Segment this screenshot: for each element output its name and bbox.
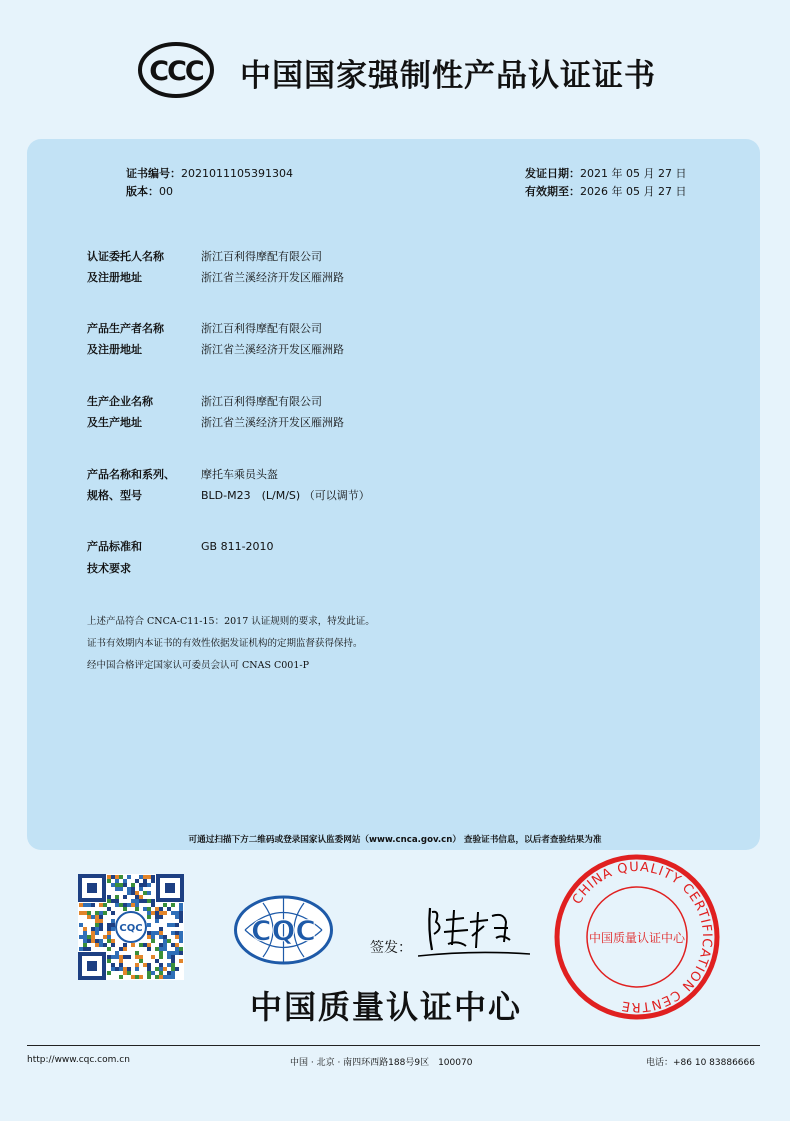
- field-label: 及生产地址: [87, 416, 142, 429]
- qr-module: [175, 923, 179, 927]
- qr-module: [135, 955, 139, 959]
- qr-module: [131, 891, 135, 895]
- qr-module: [159, 907, 163, 911]
- qr-module: [99, 923, 103, 927]
- qr-module: [167, 971, 171, 975]
- qr-module: [147, 923, 151, 927]
- field-label: 产品标准和: [87, 540, 142, 553]
- qr-module: [111, 927, 115, 931]
- qr-module: [107, 939, 111, 943]
- qr-module: [151, 911, 155, 915]
- qr-module: [135, 967, 139, 971]
- qr-module: [127, 955, 131, 959]
- official-seal-icon: [552, 852, 722, 1022]
- qr-module: [155, 907, 159, 911]
- qr-module: [175, 967, 179, 971]
- qr-module: [139, 975, 143, 979]
- qr-module: [119, 975, 123, 979]
- qr-module: [107, 899, 111, 903]
- qr-module: [111, 963, 115, 967]
- qr-module: [119, 887, 123, 891]
- cert-number-row: [126, 165, 293, 181]
- qr-module: [159, 967, 163, 971]
- qr-module: [139, 887, 143, 891]
- qr-module: [159, 911, 163, 915]
- qr-module: [175, 931, 179, 935]
- qr-module: [143, 907, 147, 911]
- field-value: GB 811-2010: [201, 540, 274, 553]
- qr-module: [171, 955, 175, 959]
- qr-module: [179, 931, 183, 935]
- qr-module: [99, 903, 103, 907]
- qr-module: [147, 975, 151, 979]
- qr-module: [83, 939, 87, 943]
- qr-module: [175, 943, 179, 947]
- qr-module: [83, 927, 87, 931]
- qr-module: [111, 883, 115, 887]
- qr-module: [83, 943, 87, 947]
- qr-module: [147, 971, 151, 975]
- qr-module: [147, 943, 151, 947]
- qr-module: [107, 959, 111, 963]
- qr-module: [111, 911, 115, 915]
- signed-by-label: 签发：: [370, 940, 412, 956]
- qr-module: [107, 955, 111, 959]
- qr-module: [91, 915, 95, 919]
- qr-module: [95, 931, 99, 935]
- qr-module: [87, 911, 91, 915]
- expiry-date-value: 2026 年 05 月 27 日: [580, 185, 687, 198]
- cqc-logo-icon: [233, 895, 334, 965]
- qr-module: [179, 959, 183, 963]
- qr-module: [123, 895, 127, 899]
- qr-module: [171, 951, 175, 955]
- qr-module: [147, 875, 151, 879]
- qr-module: [119, 883, 123, 887]
- qr-module: [175, 915, 179, 919]
- qr-module: [155, 915, 159, 919]
- qr-module: [91, 935, 95, 939]
- qr-module: [119, 947, 123, 951]
- qr-code-icon[interactable]: [78, 874, 184, 980]
- verify-note: 可通过扫描下方二维码或登录国家认监委网站（www.cnca.gov.cn） 查验证书信息，以后者查验结果为准: [188, 835, 602, 845]
- qr-module: [95, 919, 99, 923]
- qr-module: [163, 947, 167, 951]
- qr-module: [103, 903, 107, 907]
- qr-module: [99, 911, 103, 915]
- qr-module: [175, 947, 179, 951]
- qr-module: [83, 903, 87, 907]
- seal-center-text: 中国质量认证中心: [588, 931, 686, 945]
- issue-date-value: 2021 年 05 月 27 日: [580, 167, 687, 180]
- qr-module: [179, 947, 183, 951]
- field-label: 及注册地址: [87, 343, 142, 356]
- qr-module: [87, 915, 91, 919]
- qr-module: [167, 907, 171, 911]
- footer-divider: [27, 1045, 760, 1046]
- qr-module: [147, 947, 151, 951]
- qr-module: [135, 895, 139, 899]
- version-value: 00: [159, 185, 173, 198]
- qr-module: [127, 891, 131, 895]
- footer-url-link[interactable]: http://www.cqc.com.cn: [27, 1055, 130, 1065]
- qr-module: [175, 911, 179, 915]
- qr-module: [171, 971, 175, 975]
- field-value: 摩托车乘员头盔: [201, 468, 278, 481]
- qr-module: [131, 975, 135, 979]
- qr-module: [139, 895, 143, 899]
- field-value: BLD-M23 (L/M/S) （可以调节）: [201, 489, 370, 502]
- qr-module: [171, 911, 175, 915]
- qr-module: [171, 903, 175, 907]
- qr-module: [83, 931, 87, 935]
- qr-module: [155, 967, 159, 971]
- cert-number-label: 证书编号：: [126, 167, 181, 180]
- qr-module: [119, 875, 123, 879]
- field-label: 规格、型号: [87, 489, 142, 502]
- qr-module: [179, 907, 183, 911]
- qr-module: [171, 967, 175, 971]
- qr-module: [103, 935, 107, 939]
- qr-module: [103, 911, 107, 915]
- qr-module: [115, 955, 119, 959]
- version-label: 版本：: [126, 185, 159, 198]
- qr-module: [159, 943, 163, 947]
- qr-module: [147, 935, 151, 939]
- qr-module: [159, 915, 163, 919]
- qr-module: [139, 955, 143, 959]
- qr-module: [115, 967, 119, 971]
- qr-module: [107, 907, 111, 911]
- issue-date-label: 发证日期：: [525, 167, 580, 180]
- qr-module: [79, 923, 83, 927]
- qr-module: [95, 915, 99, 919]
- qr-module: [163, 935, 167, 939]
- qr-module: [163, 911, 167, 915]
- qr-module: [179, 915, 183, 919]
- qr-module: [115, 883, 119, 887]
- qr-module: [171, 975, 175, 979]
- signature-icon: [418, 900, 530, 960]
- qr-logo-text: CQC: [119, 923, 143, 934]
- qr-module: [163, 943, 167, 947]
- qr-module: [99, 915, 103, 919]
- qr-module: [79, 911, 83, 915]
- qr-module: [143, 963, 147, 967]
- qr-module: [95, 911, 99, 915]
- qr-module: [139, 959, 143, 963]
- qr-module: [179, 911, 183, 915]
- qr-module: [115, 895, 119, 899]
- qr-module: [111, 967, 115, 971]
- qr-module: [123, 947, 127, 951]
- qr-module: [111, 923, 115, 927]
- field-value: 浙江省兰溪经济开发区雁洲路: [201, 416, 344, 429]
- qr-module: [179, 951, 183, 955]
- qr-module: [163, 975, 167, 979]
- qr-module: [135, 903, 139, 907]
- qr-module: [115, 879, 119, 883]
- qr-module: [155, 975, 159, 979]
- qr-module: [127, 875, 131, 879]
- qr-module: [107, 923, 111, 927]
- qr-module: [155, 931, 159, 935]
- qr-module: [135, 975, 139, 979]
- qr-module: [179, 935, 183, 939]
- qr-module: [143, 943, 147, 947]
- qr-module: [147, 963, 151, 967]
- qr-module: [147, 891, 151, 895]
- qr-module: [79, 935, 83, 939]
- qr-module: [83, 911, 87, 915]
- qr-module: [91, 931, 95, 935]
- expiry-date-row: [525, 183, 686, 199]
- qr-module: [159, 947, 163, 951]
- qr-module: [147, 883, 151, 887]
- qr-module: [87, 947, 91, 951]
- qr-module: [115, 903, 119, 907]
- qr-module: [163, 967, 167, 971]
- qr-module: [91, 939, 95, 943]
- qr-module: [147, 911, 151, 915]
- qr-module: [123, 883, 127, 887]
- qr-module: [167, 939, 171, 943]
- qr-module: [95, 939, 99, 943]
- cert-number-value: 2021011105391304: [181, 167, 293, 180]
- qr-module: [123, 971, 127, 975]
- qr-module: [119, 955, 123, 959]
- qr-module: [87, 903, 91, 907]
- version-row: [126, 183, 173, 199]
- qr-module: [95, 943, 99, 947]
- cqc-logo-text: CQC: [251, 914, 316, 947]
- qr-module: [147, 899, 151, 903]
- qr-module: [87, 935, 91, 939]
- qr-module: [111, 955, 115, 959]
- qr-module: [147, 967, 151, 971]
- qr-module: [111, 939, 115, 943]
- qr-module: [179, 903, 183, 907]
- qr-module: [123, 907, 127, 911]
- qr-module: [99, 943, 103, 947]
- qr-module: [143, 875, 147, 879]
- qr-module: [175, 935, 179, 939]
- qr-module: [167, 951, 171, 955]
- field-value: 浙江百利得摩配有限公司: [201, 322, 322, 335]
- qr-module: [135, 899, 139, 903]
- qr-module: [143, 883, 147, 887]
- qr-module: [83, 947, 87, 951]
- qr-module: [167, 975, 171, 979]
- qr-module: [119, 967, 123, 971]
- qr-module: [111, 943, 115, 947]
- qr-module: [155, 911, 159, 915]
- qr-module: [79, 903, 83, 907]
- qr-module: [167, 955, 171, 959]
- qr-module: [135, 907, 139, 911]
- qr-module: [147, 907, 151, 911]
- qr-module: [107, 895, 111, 899]
- qr-module: [159, 931, 163, 935]
- qr-module: [151, 935, 155, 939]
- qr-module: [135, 951, 139, 955]
- note-line: 证书有效期内本证书的有效性依据发证机构的定期监督获得保持。: [87, 638, 363, 649]
- qr-module: [151, 939, 155, 943]
- qr-module: [167, 923, 171, 927]
- qr-module: [135, 879, 139, 883]
- qr-module: [131, 899, 135, 903]
- qr-module: [159, 963, 163, 967]
- qr-module: [115, 887, 119, 891]
- field-label: 产品名称和系列、: [87, 468, 175, 481]
- field-value: 浙江省兰溪经济开发区雁洲路: [201, 343, 344, 356]
- qr-module: [127, 971, 131, 975]
- field-label: 及注册地址: [87, 271, 142, 284]
- qr-module: [123, 903, 127, 907]
- qr-module: [115, 899, 119, 903]
- qr-module: [151, 971, 155, 975]
- qr-module: [135, 963, 139, 967]
- qr-module: [111, 919, 115, 923]
- qr-module: [155, 959, 159, 963]
- qr-module: [91, 903, 95, 907]
- qr-module: [163, 903, 167, 907]
- qr-module: [99, 919, 103, 923]
- qr-module: [107, 927, 111, 931]
- qr-module: [159, 971, 163, 975]
- qr-module: [87, 939, 91, 943]
- issue-date-row: [525, 165, 686, 181]
- qr-module: [155, 919, 159, 923]
- note-line: 上述产品符合 CNCA-C11-15：2017 认证规则的要求，特发此证。: [87, 616, 375, 627]
- qr-module: [127, 887, 131, 891]
- qr-module: [99, 939, 103, 943]
- qr-module: [79, 947, 83, 951]
- qr-module: [123, 943, 127, 947]
- qr-module: [107, 935, 111, 939]
- qr-module: [143, 891, 147, 895]
- qr-module: [151, 875, 155, 879]
- qr-module: [135, 891, 139, 895]
- qr-module: [95, 923, 99, 927]
- qr-module: [139, 883, 143, 887]
- qr-module: [151, 899, 155, 903]
- qr-module: [159, 951, 163, 955]
- qr-module: [103, 943, 107, 947]
- field-value: 浙江百利得摩配有限公司: [201, 395, 322, 408]
- qr-module: [107, 875, 111, 879]
- footer-address: 中国 · 北京 · 南四环西路188号9区 100070: [290, 1058, 473, 1068]
- expiry-date-label: 有效期至：: [525, 185, 580, 198]
- qr-module: [171, 931, 175, 935]
- qr-module: [127, 967, 131, 971]
- qr-module: [171, 943, 175, 947]
- qr-module: [139, 899, 143, 903]
- qr-module: [175, 951, 179, 955]
- qr-module: [139, 875, 143, 879]
- qr-module: [151, 931, 155, 935]
- qr-module: [159, 935, 163, 939]
- qr-module: [171, 959, 175, 963]
- field-value: 浙江省兰溪经济开发区雁洲路: [201, 271, 344, 284]
- certificate-title: 中国国家强制性产品认证证书: [240, 58, 656, 94]
- qr-module: [115, 875, 119, 879]
- field-label: 产品生产者名称: [87, 322, 164, 335]
- qr-module: [123, 879, 127, 883]
- qr-module: [107, 879, 111, 883]
- qr-module: [155, 947, 159, 951]
- qr-module: [131, 887, 135, 891]
- qr-module: [159, 955, 163, 959]
- qr-module: [123, 967, 127, 971]
- qr-module: [147, 931, 151, 935]
- qr-module: [111, 899, 115, 903]
- qr-module: [91, 927, 95, 931]
- qr-module: [111, 875, 115, 879]
- qr-module: [163, 939, 167, 943]
- qr-module: [131, 903, 135, 907]
- ccc-logo-icon: [137, 41, 215, 99]
- field-label: 技术要求: [87, 562, 131, 575]
- qr-module: [119, 963, 123, 967]
- field-label: 认证委托人名称: [87, 250, 164, 263]
- qr-module: [99, 927, 103, 931]
- qr-module: [171, 923, 175, 927]
- qr-module: [167, 963, 171, 967]
- field-label: 生产企业名称: [87, 395, 153, 408]
- note-line: 经中国合格评定国家认可委员会认可 CNAS C001-P: [87, 660, 309, 671]
- qr-module: [159, 975, 163, 979]
- qr-module: [131, 883, 135, 887]
- qr-module: [147, 915, 151, 919]
- qr-module: [151, 879, 155, 883]
- qr-module: [179, 919, 183, 923]
- qr-module: [151, 903, 155, 907]
- ccc-logo-text: CCC: [149, 56, 203, 87]
- qr-module: [95, 927, 99, 931]
- qr-module: [119, 903, 123, 907]
- qr-module: [139, 943, 143, 947]
- qr-module: [127, 903, 131, 907]
- qr-module: [179, 939, 183, 943]
- qr-module: [123, 955, 127, 959]
- qr-module: [143, 899, 147, 903]
- field-value: 浙江百利得摩配有限公司: [201, 250, 322, 263]
- organization-name: 中国质量认证中心: [250, 988, 523, 1026]
- qr-module: [143, 879, 147, 883]
- qr-module: [115, 951, 119, 955]
- qr-module: [131, 943, 135, 947]
- qr-module: [159, 927, 163, 931]
- qr-module: [171, 963, 175, 967]
- qr-module: [107, 931, 111, 935]
- qr-module: [107, 947, 111, 951]
- footer-phone: 电话：+86 10 83886666: [646, 1058, 755, 1068]
- qr-module: [151, 955, 155, 959]
- qr-module: [119, 959, 123, 963]
- seal-ring-text: CHINA QUALITY CERTIFICATION CENTRE: [569, 859, 715, 1015]
- qr-module: [83, 935, 87, 939]
- qr-module: [107, 971, 111, 975]
